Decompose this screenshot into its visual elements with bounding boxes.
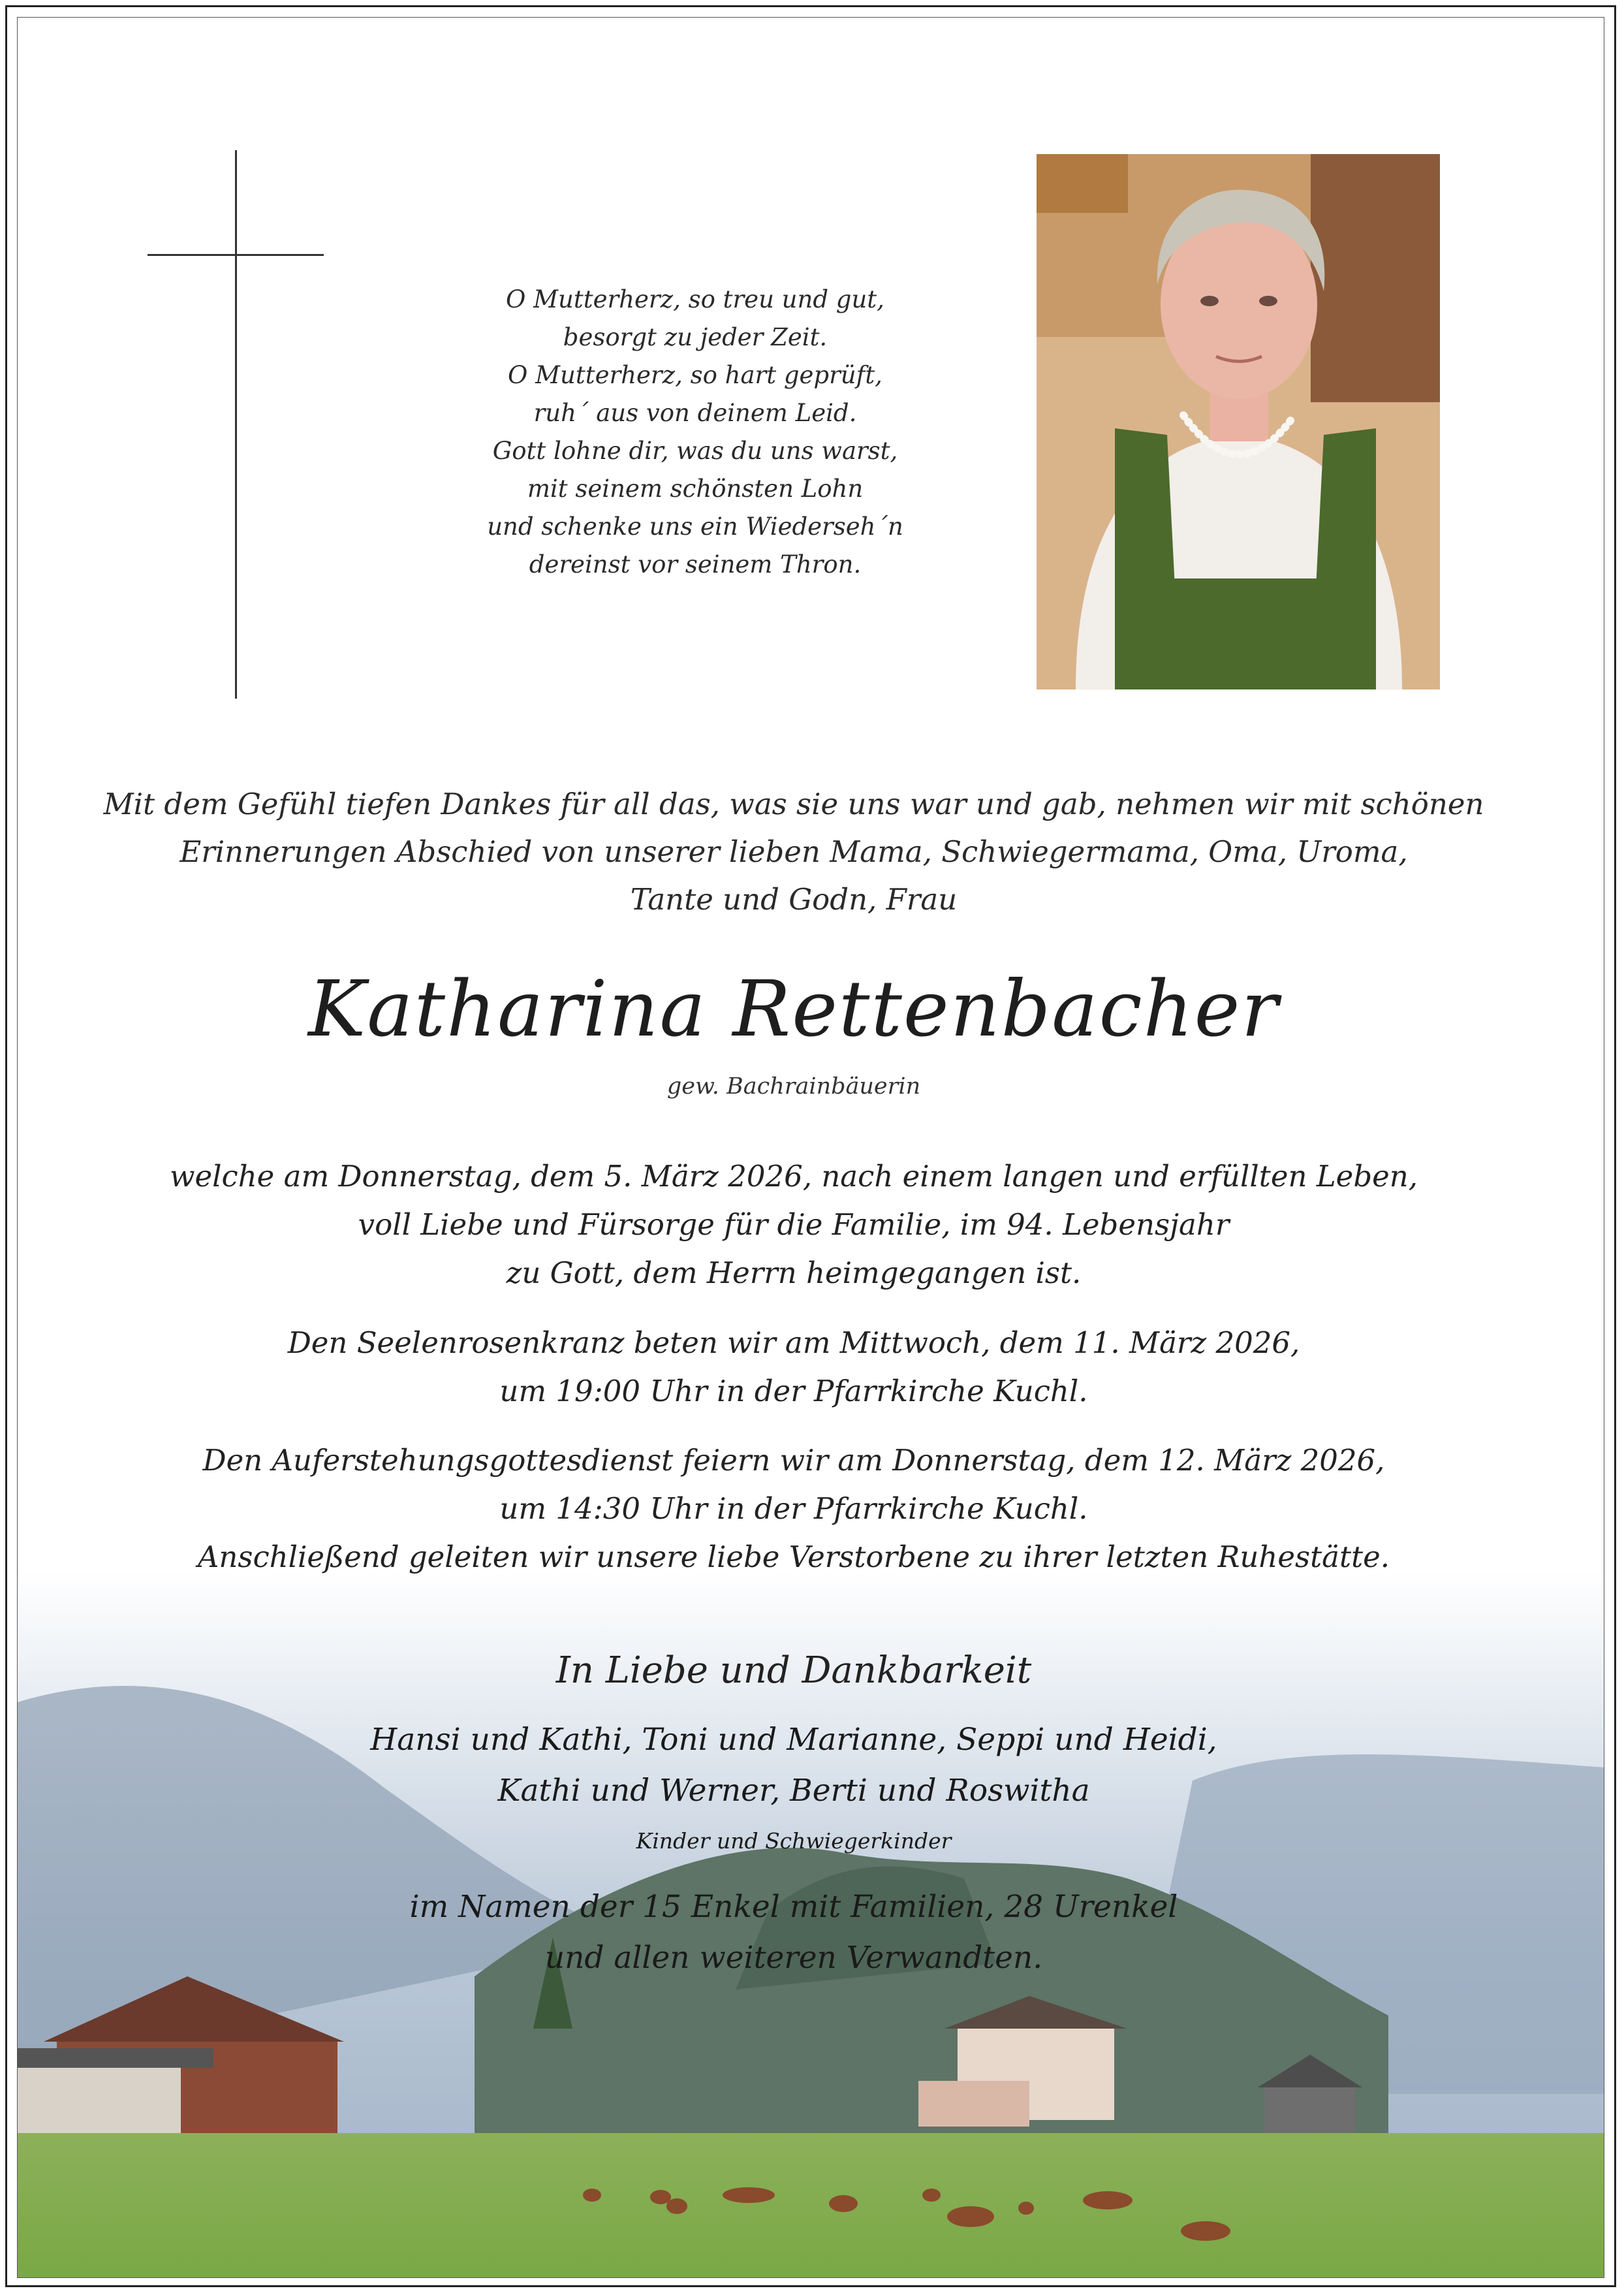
service-text bbox=[98, 1436, 1490, 1581]
poem bbox=[418, 281, 973, 584]
portrait-photo bbox=[1037, 154, 1440, 689]
poem-line: O Mutterherz, so treu und gut, bbox=[506, 285, 884, 313]
intro-line: Erinnerungen Abschied von unserer lieben Mama, Schwiegermama, Oma, Uroma, bbox=[180, 834, 1408, 869]
service-line: Anschließend geleiten wir unsere liebe Verstorbene zu ihrer letzten Ruhestätte. bbox=[197, 1540, 1390, 1574]
poem-line: und schenke uns ein Wiederseh´n bbox=[487, 513, 903, 541]
mourner-line: Kathi und Werner, Berti und Roswitha bbox=[497, 1773, 1090, 1809]
rosary-line: um 19:00 Uhr in der Pfarrkirche Kuchl. bbox=[499, 1374, 1088, 1408]
closing-phrase: In Liebe und Dankbarkeit bbox=[555, 1649, 1032, 1692]
rosary-text bbox=[98, 1319, 1490, 1416]
deceased-name: Katharina Rettenbacher bbox=[308, 964, 1279, 1054]
passing-line: voll Liebe und Fürsorge für die Familie, im 94. Lebensjahr bbox=[358, 1207, 1230, 1242]
poem-line: dereinst vor seinem Thron. bbox=[529, 550, 862, 578]
poem-line: Gott lohne dir, was du uns warst, bbox=[492, 437, 898, 465]
service-line: Den Auferstehungsgottesdienst feiern wir am Donnerstag, dem 12. März 2026, bbox=[202, 1443, 1385, 1478]
rosary-line: Den Seelenrosenkranz beten wir am Mittwoch, dem 11. März 2026, bbox=[287, 1325, 1300, 1360]
family-line: im Namen der 15 Enkel mit Familien, 28 Urenkel bbox=[409, 1889, 1178, 1925]
poem-line: mit seinem schönsten Lohn bbox=[527, 475, 864, 503]
family-line: und allen weiteren Verwandten. bbox=[544, 1940, 1043, 1976]
poem-line: ruh´ aus von deinem Leid. bbox=[533, 399, 857, 427]
intro-text bbox=[98, 780, 1490, 923]
mourner-line: Hansi und Kathi, Toni und Marianne, Seppi und Heidi, bbox=[370, 1722, 1217, 1758]
cross-vertical-bar bbox=[235, 150, 237, 699]
family-text bbox=[98, 1882, 1490, 1984]
passing-text bbox=[98, 1152, 1490, 1297]
intro-line: Mit dem Gefühl tiefen Dankes für all das, was sie uns war und gab, nehmen wir mit schönen bbox=[103, 787, 1484, 821]
deceased-subtitle: gew. Bachrainbäuerin bbox=[666, 1073, 921, 1100]
cross-horizontal-bar bbox=[148, 254, 324, 256]
poem-line: besorgt zu jeder Zeit. bbox=[563, 323, 828, 351]
intro-line: Tante und Godn, Frau bbox=[630, 882, 958, 917]
poem-line: O Mutterherz, so hart geprüft, bbox=[508, 361, 882, 389]
mourner-names bbox=[98, 1715, 1490, 1816]
passing-line: welche am Donnerstag, dem 5. März 2026, nach einem langen und erfüllten Leben, bbox=[169, 1159, 1418, 1194]
passing-line: zu Gott, dem Herrn heimgegangen ist. bbox=[506, 1256, 1082, 1290]
mourner-relation: Kinder und Schwiegerkinder bbox=[636, 1828, 952, 1854]
service-line: um 14:30 Uhr in der Pfarrkirche Kuchl. bbox=[499, 1491, 1088, 1526]
